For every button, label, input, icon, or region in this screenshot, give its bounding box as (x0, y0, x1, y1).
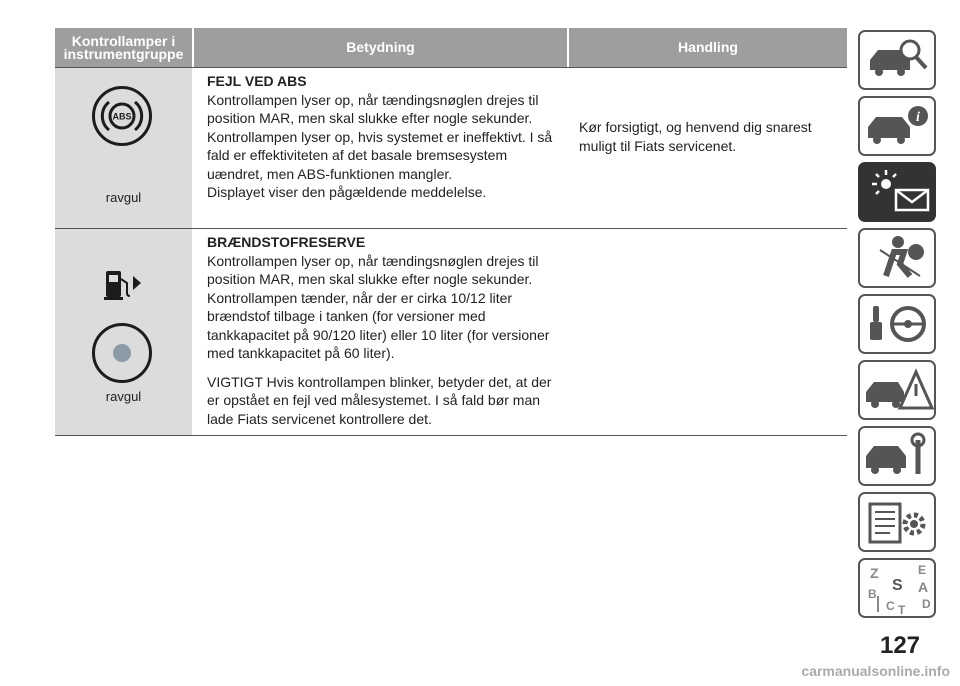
svg-text:E: E (918, 563, 927, 577)
meaning-text: Kontrollampen lyser op, når tændingsnøglen drejes til position MAR, men skal slukke efter nogle sekunder. (207, 252, 539, 287)
action-cell: Kør forsigtigt, og henvend dig snarest muligt til Fiats servicenet. (579, 119, 812, 154)
tab-car-info[interactable] (858, 96, 936, 156)
header-meaning: Betydning (194, 28, 567, 67)
specs-gear-icon (860, 494, 934, 550)
page-number: 127 (879, 632, 921, 659)
car-breakdown-icon (860, 362, 934, 418)
warning-title: BRÆNDSTOFRESERVE (207, 234, 366, 250)
car-info-icon (860, 98, 934, 154)
svg-text:T: T (898, 603, 906, 616)
airbag-passenger-icon (860, 230, 934, 286)
tab-safety[interactable] (858, 228, 936, 288)
svg-text:B: B (868, 587, 877, 601)
warning-lights-icon (860, 164, 934, 220)
svg-text:C: C (886, 599, 895, 613)
meaning-text: Displayet viser den pågældende meddelelse. (207, 184, 487, 200)
car-maintenance-icon (860, 428, 934, 484)
icon-cell (55, 68, 192, 228)
svg-text:A: A (918, 579, 929, 595)
tab-index[interactable] (858, 558, 936, 618)
svg-text:D: D (922, 597, 931, 611)
meaning-text: Kontrollampen lyser op, når tændingsnøglen drejes til position MAR, men skal slukke efter nogle sekunder. (207, 91, 539, 126)
tab-maintenance[interactable] (858, 426, 936, 486)
tab-warning-lights[interactable] (858, 162, 936, 222)
meaning-text: Kontrollampen lyser op, hvis systemet er ineffektivt. I så fald er effektiviteten af det basale bremsesystem uændret, men ABS-funktionen mangler. (207, 128, 553, 182)
header-action: Handling (569, 28, 847, 67)
watermark: carmanualsonline.info (801, 663, 950, 679)
tab-starting-driving[interactable] (858, 294, 936, 354)
meaning-cell (207, 72, 567, 202)
abs-icon-label: ABS (112, 111, 132, 122)
tab-technical-data[interactable] (858, 492, 936, 552)
svg-text:S: S (892, 577, 903, 594)
abs-warning-icon (92, 86, 152, 146)
table-row-fuel (55, 229, 847, 435)
tab-car-search[interactable] (858, 30, 936, 90)
warning-title: FEJL VED ABS (207, 73, 307, 89)
steering-key-icon (860, 296, 934, 352)
lamp-color: ravgul (105, 389, 142, 404)
meaning-text: Kontrollampen tænder, når der er cirka 10/12 liter brændstof tilbage i tanken (for versioner med tankkapacitet på 90/120 liter) eller 10 liter (for versioner med tankkapacitet på 60 liter). (207, 289, 550, 361)
indicator-lamp-icon (92, 323, 152, 383)
icon-cell (55, 229, 192, 435)
lamp-color: ravgul (105, 190, 142, 205)
header-warning-lights: Kontrollamper i instrumentgruppe (55, 28, 192, 67)
car-search-icon (860, 32, 934, 88)
important-note: VIGTIGT Hvis kontrollampen blinker, betyder det, at der er opstået en fejl ved målesystemet. I så fald bør man lade Fiats servicenet kontrollere det. (207, 373, 552, 427)
fuel-reserve-icon (103, 267, 143, 303)
table-row-abs (55, 68, 847, 228)
tab-emergency[interactable] (858, 360, 936, 420)
row-divider (55, 435, 847, 436)
meaning-cell (207, 233, 567, 428)
index-alphabet-icon (860, 560, 934, 616)
svg-text:i: i (916, 110, 920, 125)
svg-text:Z: Z (870, 565, 879, 581)
